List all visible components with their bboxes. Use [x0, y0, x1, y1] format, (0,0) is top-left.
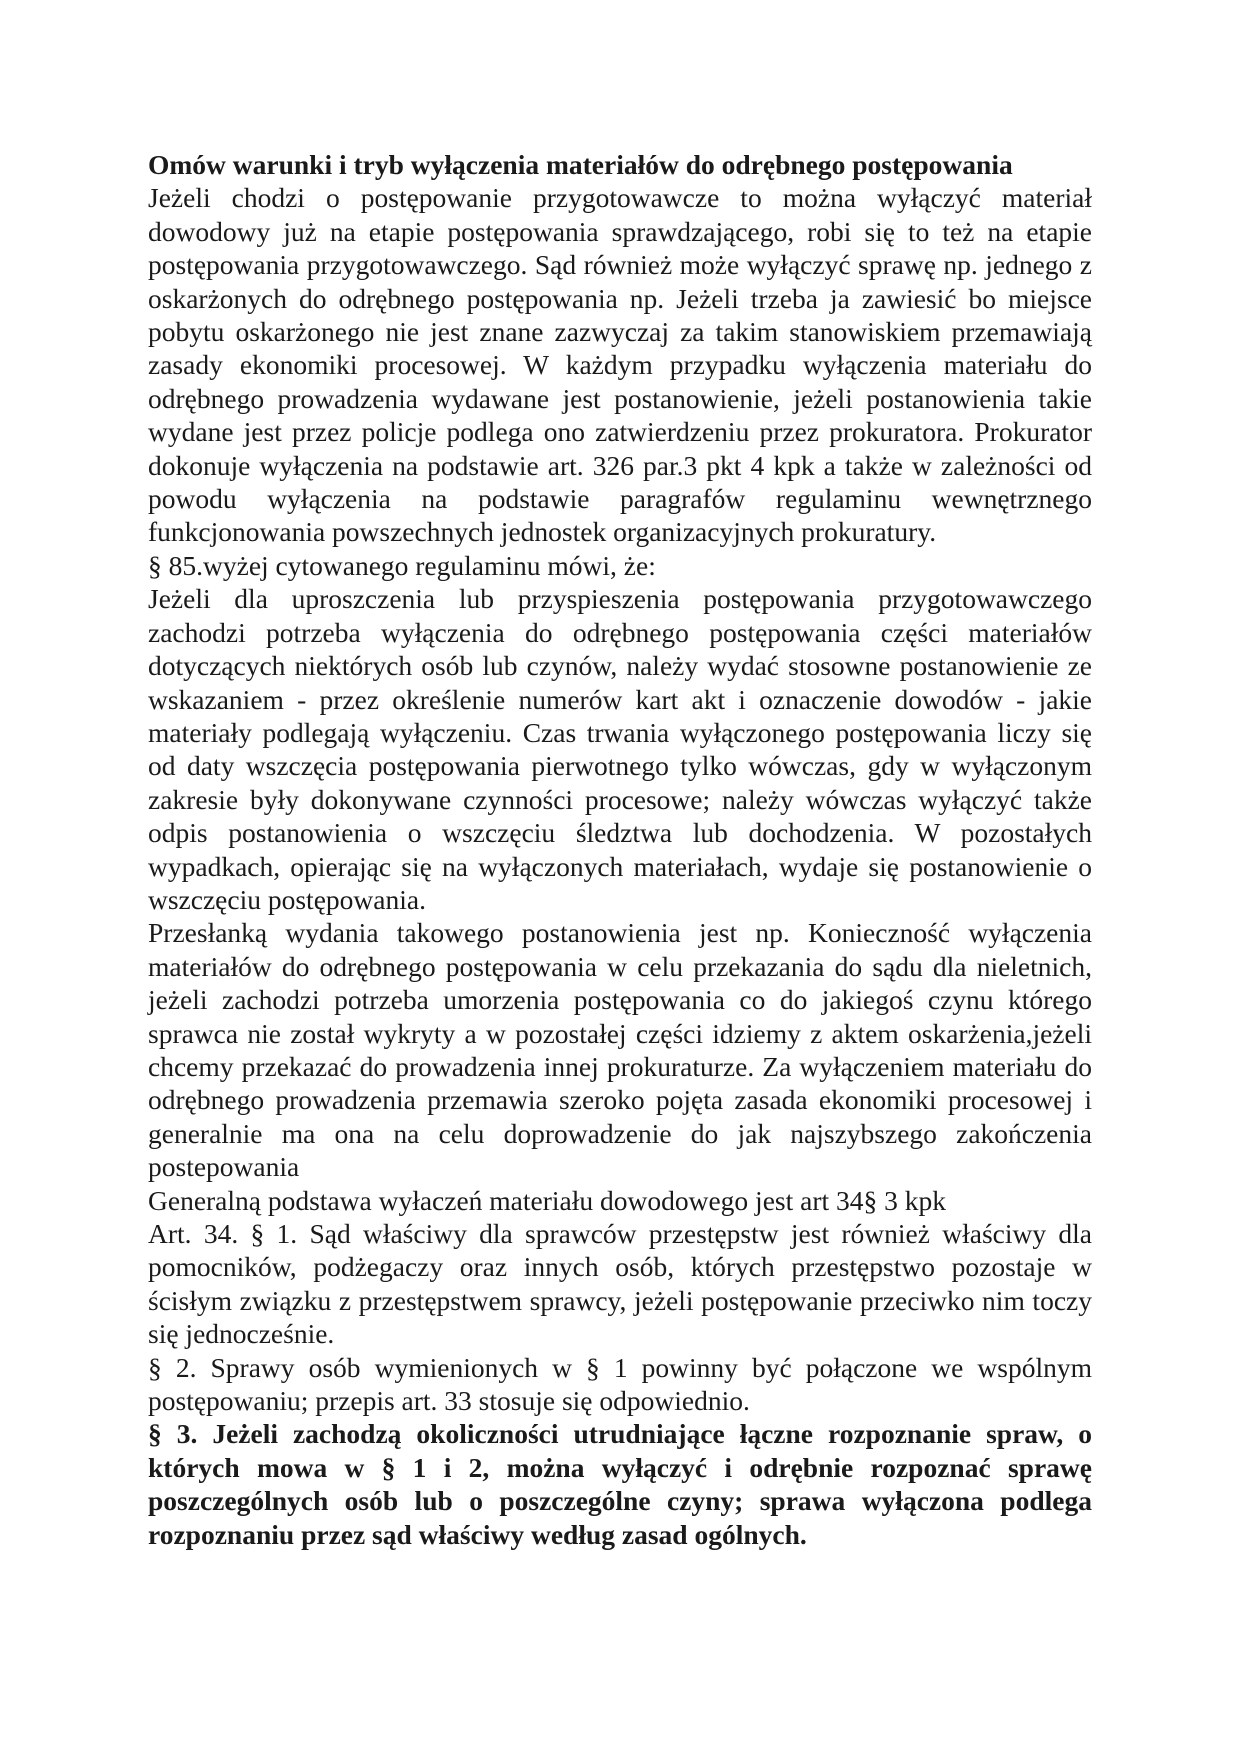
paragraph-art34-section3: § 3. Jeżeli zachodzą okoliczności utrudniające łączne rozpoznanie spraw, o których mowa w § 1 i 2, można wyłączyć i odrębnie rozpoznać sprawę poszczególnych osób lub o poszczególne czyny; sprawa wyłączona podlega rozpoznaniu przez sąd właściwy według zasad ogólnych.: [148, 1418, 1092, 1550]
paragraph-premises: Przesłanką wydania takowego postanowienia jest np. Konieczność wyłączenia materiałów do odrębnego postępowania w celu przekazania do sądu dla nieletnich, jeżeli zachodzi potrzeba umorzenia postępowania co do jakiegoś czynu którego sprawca nie został wykryty a w pozostałej części idziemy z aktem oskarżenia,jeżeli chcemy przekazać do prowadzenia innej prokuraturze. Za wyłączeniem materiału do odrębnego prowadzenia przemawia szeroko pojęta zasada ekonomiki procesowej i generalnie ma ona na celu doprowadzenie do jak najszybszego zakończenia postepowania: [148, 917, 1092, 1183]
paragraph-art34-section1: Art. 34. § 1. Sąd właściwy dla sprawców przestępstw jest również właściwy dla pomocników, podżegaczy oraz innych osób, których przestępstwo pozostaje w ścisłym związku z przestępstwem sprawcy, jeżeli postępowanie przeciwko nim toczy się jednocześnie.: [148, 1218, 1092, 1350]
paragraph-legal-basis: Generalną podstawa wyłaczeń materiału dowodowego jest art 34§ 3 kpk: [148, 1184, 946, 1216]
paragraph-regulation-intro: § 85.wyżej cytowanego regulaminu mówi, że:: [148, 549, 656, 581]
paragraph-art34-section2: § 2. Sprawy osób wymienionych w § 1 powinny być połączone we wspólnym postępowaniu; przepis art. 33 stosuje się odpowiednio.: [148, 1351, 1092, 1417]
paragraph-preparatory-proceedings: Jeżeli chodzi o postępowanie przygotowawcze to można wyłączyć materiał dowodowy już na etapie postępowania sprawdzającego, robi się to też na etapie postępowania przygotowawczego. Sąd również może wyłączyć sprawę np. jednego z oskarżonych do odrębnego postępowania np. Jeżeli trzeba ja zawiesić bo miejsce pobytu oskarżonego nie jest znane zazwyczaj za takim stanowiskiem przemawiają zasady ekonomiki procesowej. W każdym przypadku wyłączenia materiału do odrębnego prowadzenia wydawane jest postanowienie, jeżeli postanowienia takie wydane jest przez policje podlega ono zatwierdzeniu przez prokuratora. Prokurator dokonuje wyłączenia na podstawie art. 326 par.3 pkt 4 kpk a także w zależności od powodu wyłączenia na podstawie paragrafów regulaminu wewnętrznego funkcjonowania powszechnych jednostek organizacyjnych prokuratury.: [148, 182, 1092, 548]
document-page: [148, 148, 1092, 1551]
document-title: Omów warunki i tryb wyłączenia materiałów do odrębnego postępowania: [148, 149, 1013, 180]
paragraph-regulation-quote: Jeżeli dla uproszczenia lub przyspieszenia postępowania przygotowawczego zachodzi potrzeba wyłączenia do odrębnego postępowania części materiałów dotyczących niektórych osób lub czynów, należy wydać stosowne postanowienie ze wskazaniem - przez określenie numerów kart akt i oznaczenie dowodów - jakie materiały podlegają wyłączeniu. Czas trwania wyłączonego postępowania liczy się od daty wszczęcia postępowania pierwotnego tylko wówczas, gdy w wyłączonym zakresie były dokonywane czynności procesowe; należy wówczas wyłączyć także odpis postanowienia o wszczęciu śledztwa lub dochodzenia. W pozostałych wypadkach, opierając się na wyłączonych materiałach, wydaje się postanowienie o wszczęciu postępowania.: [148, 583, 1092, 915]
